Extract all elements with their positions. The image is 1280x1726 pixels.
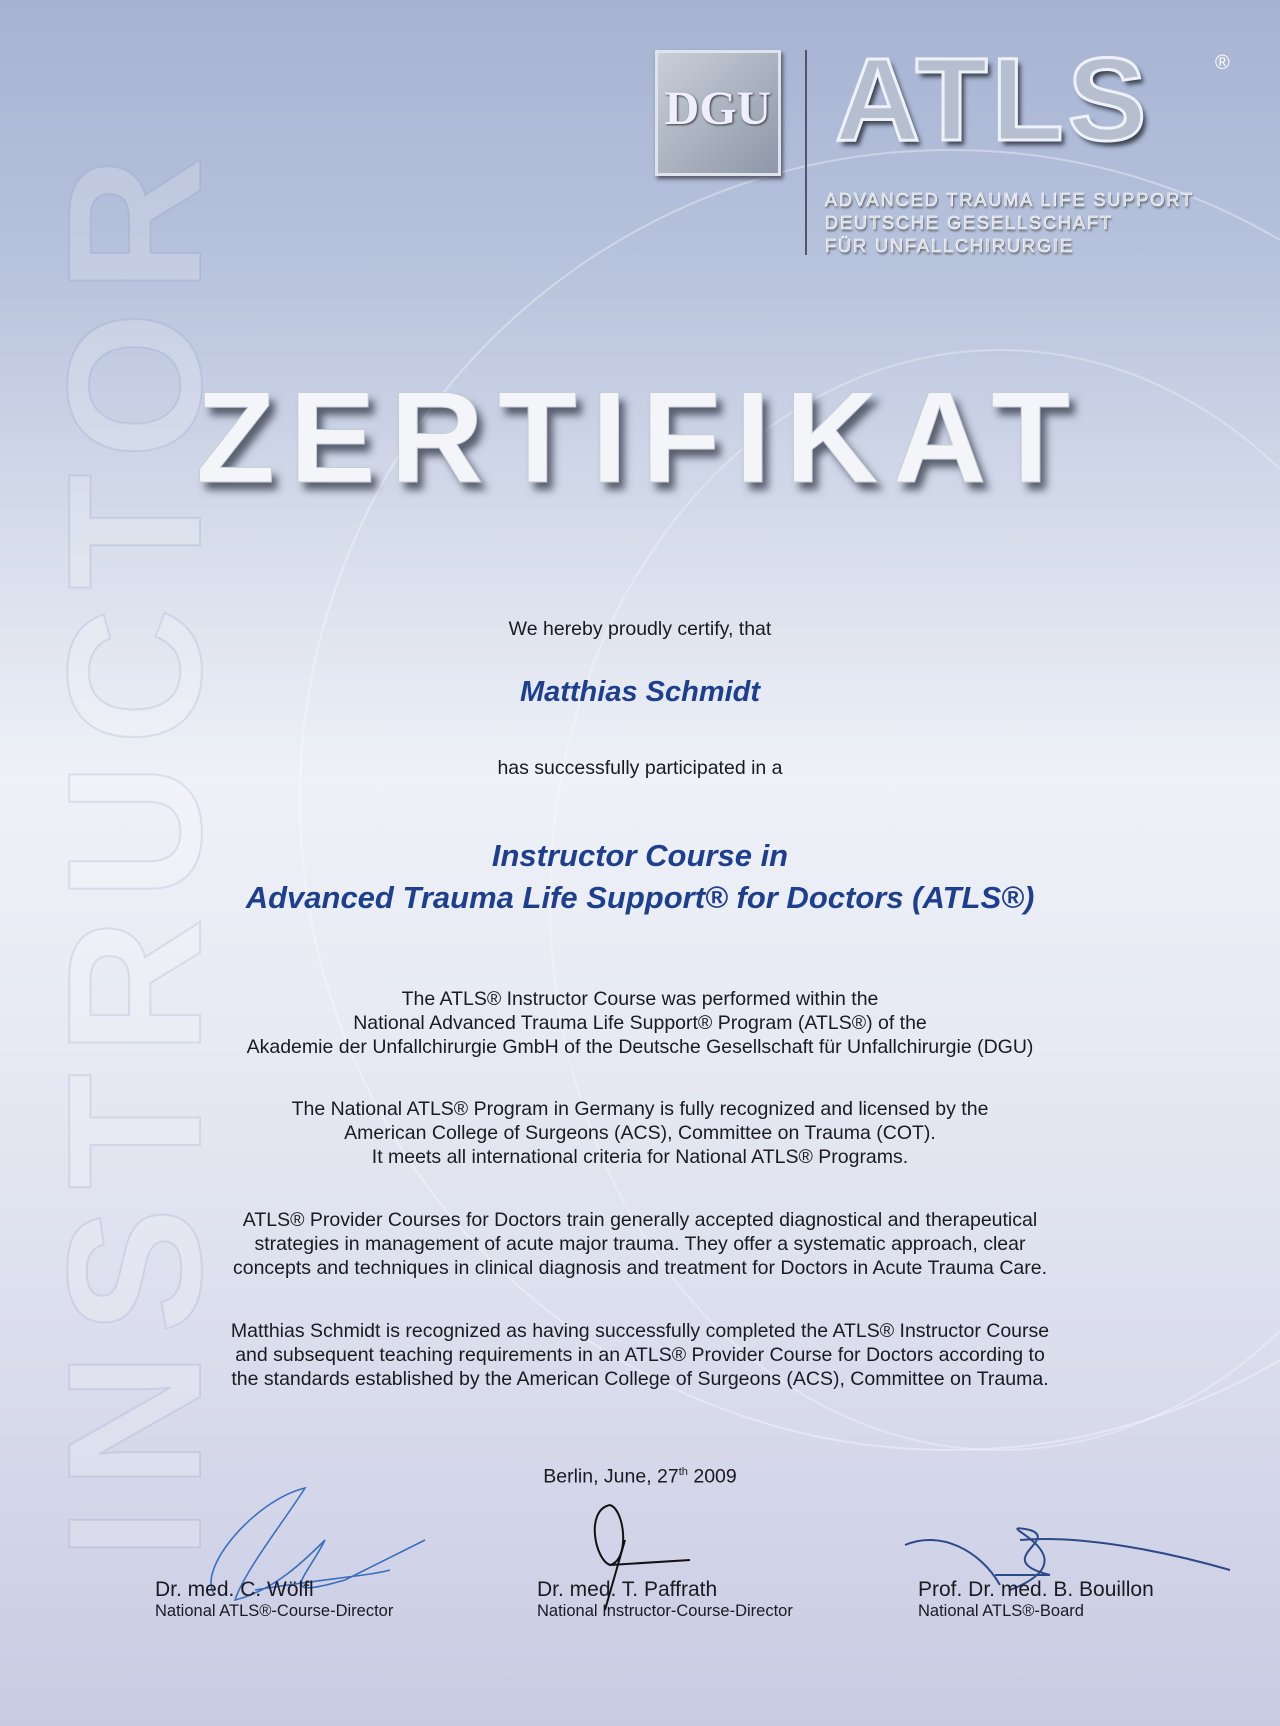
recipient-name: Matthias Schmidt [519, 676, 761, 708]
place-date [0, 1460, 1280, 1489]
paragraph-line: The National ATLS® Program in Germany is fully recognized and licensed by the [291, 1098, 989, 1120]
logo-line-1: ADVANCED TRAUMA LIFE SUPPORT [825, 190, 1195, 210]
paragraph-line: Matthias Schmidt is recognized as having successfully completed the ATLS® Instructor Course [230, 1320, 1050, 1342]
intro-text: We hereby proudly certify, that [508, 618, 772, 640]
atls-logo [655, 34, 1235, 260]
date-prefix: Berlin, June, 27 [543, 1465, 679, 1488]
atls-wordmark: ATLS [835, 34, 1151, 166]
logo-divider [805, 50, 807, 255]
course-title-line-1: Instructor Course in [491, 838, 789, 873]
paragraph-line: American College of Surgeons (ACS), Committee on Trauma (COT). [344, 1122, 936, 1144]
registered-mark: ® [1215, 52, 1230, 74]
signatory-role: National ATLS®-Board [918, 1602, 1084, 1620]
course-title [0, 835, 1280, 919]
paragraph-line: It meets all international criteria for National ATLS® Programs. [371, 1146, 909, 1168]
signatory-name: Dr. med. T. Paffrath [537, 1578, 718, 1601]
logo-line-3: FÜR UNFALLCHIRURGIE [825, 236, 1075, 256]
course-title-line-2: Advanced Trauma Life Support® for Doctors (ATLS®) [245, 880, 1035, 915]
signatory-role: National Instructor-Course-Director [537, 1602, 793, 1620]
signatory-2 [537, 1578, 793, 1621]
paragraph-line: concepts and techniques in clinical diagnosis and treatment for Doctors in Acute Trauma Care. [232, 1257, 1048, 1279]
paragraph-3 [0, 1208, 1280, 1280]
signatory-name: Dr. med. C. Wölfl [155, 1578, 314, 1601]
signatory-1 [155, 1578, 393, 1621]
signatory-3 [918, 1578, 1154, 1621]
signatory-name: Prof. Dr. med. B. Bouillon [918, 1578, 1154, 1601]
instructor-watermark: INSTRUCTOR [29, 137, 241, 1560]
date-year: 2009 [687, 1465, 737, 1488]
dgu-emblem [655, 50, 781, 176]
paragraph-line: strategies in management of acute major trauma. They offer a systematic approach, clear [254, 1233, 1026, 1255]
paragraph-line: ATLS® Provider Courses for Doctors train generally accepted diagnostical and therapeutical [242, 1209, 1038, 1231]
paragraph-line: National Advanced Trauma Life Support® Program (ATLS®) of the [353, 1012, 927, 1034]
signatory-role: National ATLS®-Course-Director [155, 1602, 394, 1620]
paragraph-line: and subsequent teaching requirements in an ATLS® Provider Course for Doctors according to [235, 1344, 1045, 1366]
certificate-title: ZERTIFIKAT [195, 364, 1085, 510]
paragraph-line: the standards established by the American College of Surgeons (ACS), Committee on Trauma. [231, 1368, 1049, 1390]
paragraph-2 [0, 1097, 1280, 1169]
date-ordinal: th [678, 1466, 688, 1478]
logo-line-2: DEUTSCHE GESELLSCHAFT [825, 213, 1114, 233]
paragraph-1 [0, 987, 1280, 1059]
dgu-emblem-text: DGU [664, 82, 772, 135]
paragraph-line: Akademie der Unfallchirurgie GmbH of the Deutsche Gesellschaft für Unfallchirurgie (DGU) [246, 1036, 1034, 1058]
paragraph-line: The ATLS® Instructor Course was performed within the [401, 988, 879, 1010]
participated-text: has successfully participated in a [497, 757, 783, 779]
paragraph-4 [0, 1319, 1280, 1391]
